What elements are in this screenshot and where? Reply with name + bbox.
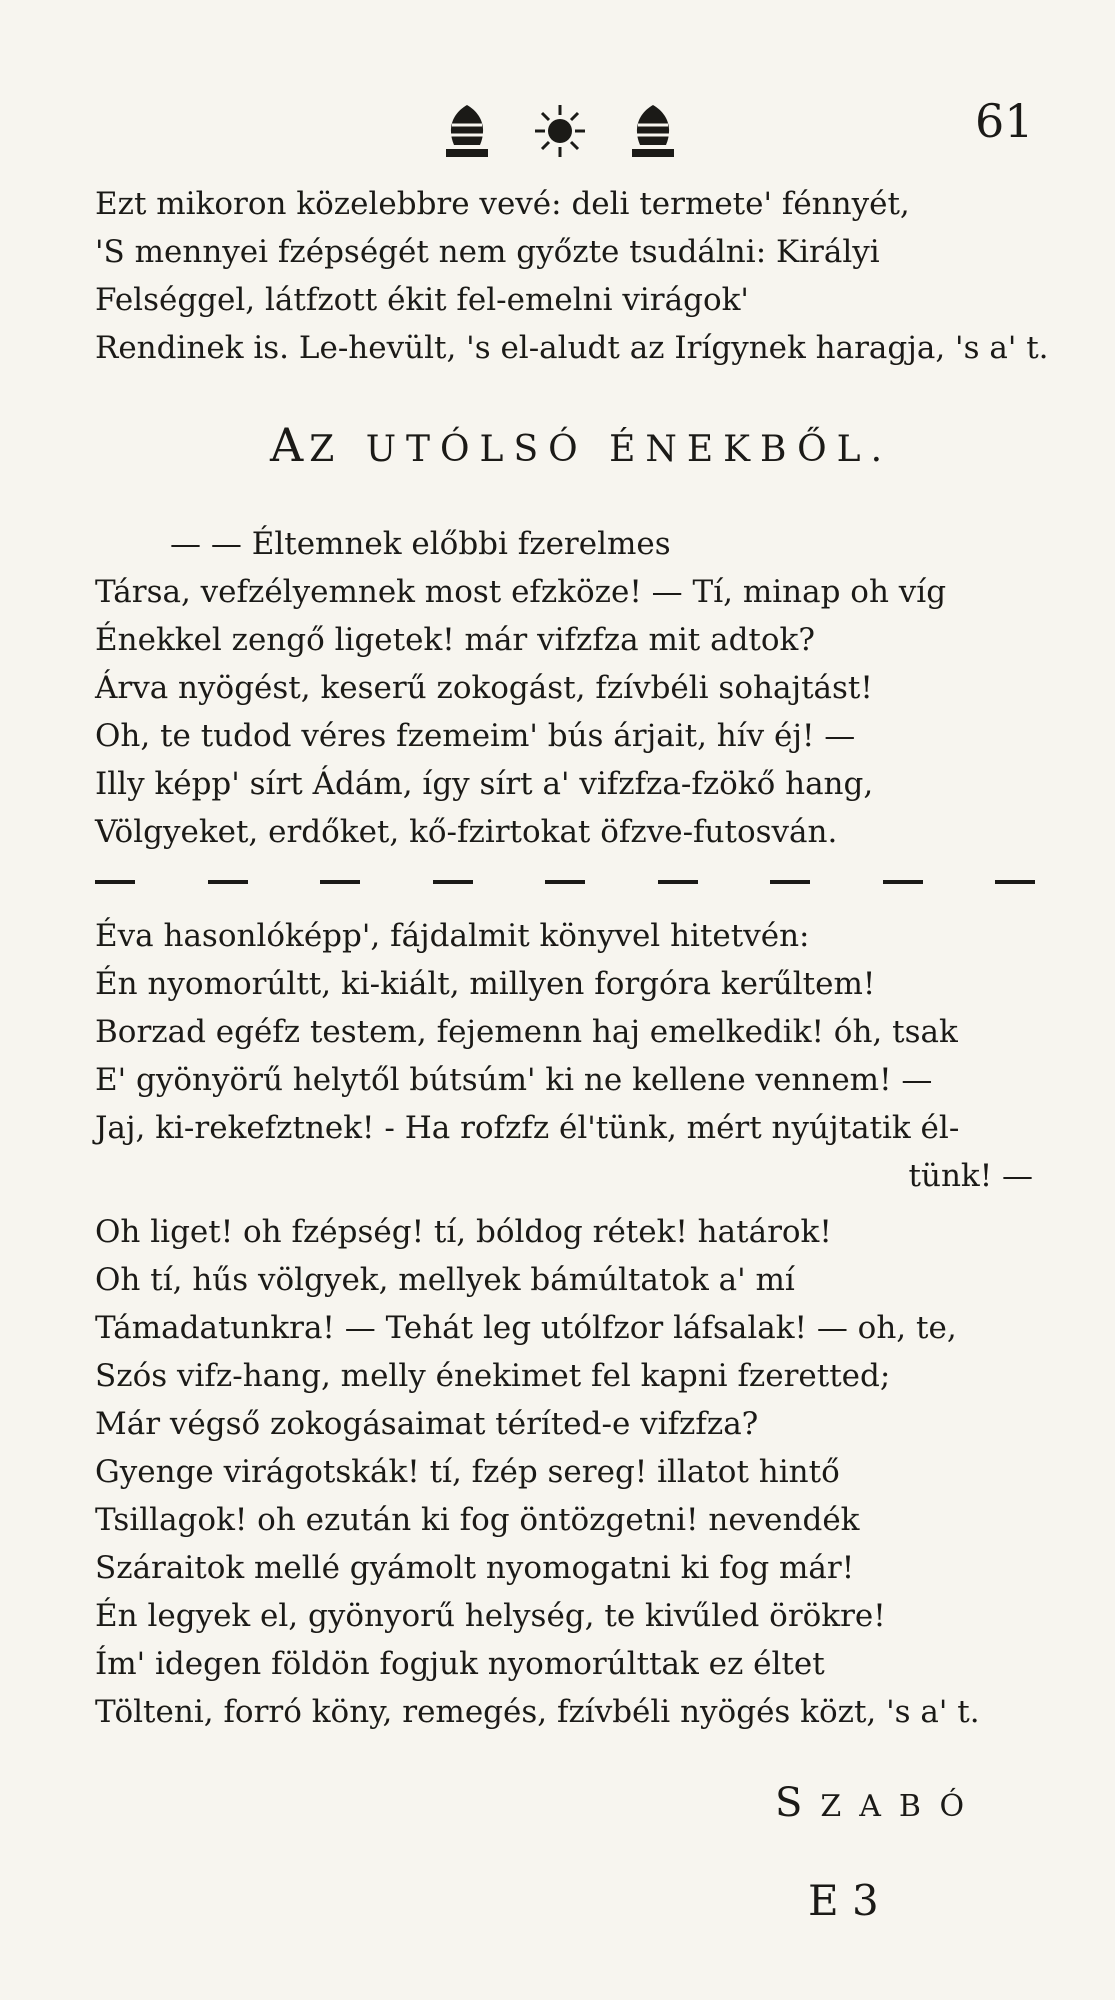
- divider-dash: [770, 880, 810, 884]
- poem-line: Árva nyögést, keserű zokogást, fzívbéli sohajtást!: [95, 670, 873, 706]
- header-ornaments: [440, 98, 680, 164]
- poem-line: Száraitok mellé gyámolt nyomogatni ki fog már!: [95, 1550, 855, 1586]
- poem-line: Borzad egéfz testem, fejemenn haj emelkedik! óh, tsak: [95, 1014, 958, 1050]
- poem-line: Ím' idegen földön fogjuk nyomorúlttak ez éltet: [95, 1646, 825, 1682]
- divider-dash: [208, 880, 248, 884]
- section-divider: [95, 880, 1035, 884]
- signature-mark: E 3: [808, 1876, 879, 1925]
- poem-line: Éva hasonlóképp', fájdalmit könyvel hitetvén:: [95, 918, 810, 954]
- poem-line: Énekkel zengő ligetek! már vifzfza mit adtok?: [95, 622, 815, 658]
- divider-dash: [658, 880, 698, 884]
- poem-line: Tsillagok! oh ezután ki fog öntözgetni! nevendék: [95, 1502, 860, 1538]
- author-signature: [775, 1780, 982, 1826]
- poem-line: Szós vifz-hang, melly énekimet fel kapni fzeretted;: [95, 1358, 891, 1394]
- leaf-ornament-icon: [626, 101, 680, 161]
- divider-dash: [433, 880, 473, 884]
- signature-rest: ZABÓ: [820, 1789, 983, 1824]
- signature-initial: S: [775, 1780, 821, 1826]
- sun-ornament-icon: [533, 101, 587, 161]
- poem-line: — — Éltemnek előbbi fzerelmes: [170, 526, 671, 562]
- divider-dash: [95, 880, 135, 884]
- poem-line: Én legyek el, gyönyorű helység, te kivűled örökre!: [95, 1598, 886, 1634]
- poem-line: Oh tí, hűs völgyek, mellyek bámúltatok a' mí: [95, 1262, 795, 1298]
- poem-line: Támadatunkra! — Tehát leg utólfzor láfsalak! — oh, te,: [95, 1310, 957, 1346]
- poem-line-continuation: tünk! —: [908, 1158, 1033, 1194]
- divider-dash: [995, 880, 1035, 884]
- poem-line: Völgyeket, erdőket, kő-fzirtokat öfzve-futosván.: [95, 814, 838, 850]
- leaf-ornament-icon: [440, 101, 494, 161]
- poem-line: E' gyönyörű helytől bútsúm' ki ne kellene vennem! —: [95, 1062, 933, 1098]
- poem-line: Tölteni, forró köny, remegés, fzívbéli nyögés közt, 's a' t.: [95, 1694, 980, 1730]
- poem-line: Gyenge virágotskák! tí, fzép sereg! illatot hintő: [95, 1454, 840, 1490]
- divider-dash: [320, 880, 360, 884]
- heading-initial: A: [270, 418, 310, 472]
- intro-line: Ezt mikoron közelebbre vevé: deli termete' fénnyét,: [95, 186, 910, 222]
- poem-line: Oh liget! oh fzépség! tí, bóldog rétek! határok!: [95, 1214, 832, 1250]
- poem-line: Illy képp' sírt Ádám, így sírt a' vifzfza-fzökő hang,: [95, 766, 874, 802]
- intro-line: 'S mennyei fzépségét nem győzte tsudálni: Királyi: [95, 234, 880, 270]
- divider-dash: [545, 880, 585, 884]
- section-heading: [270, 418, 892, 472]
- poem-line: Oh, te tudod véres fzemeim' bús árjait, hív éj! —: [95, 718, 856, 754]
- intro-line: Rendinek is. Le-hevült, 's el-aludt az Irígynek haragja, 's a' t.: [95, 330, 1049, 366]
- poem-line: Társa, vefzélyemnek most efzköze! — Tí, minap oh víg: [95, 574, 947, 610]
- poem-line: Jaj, ki-rekefztnek! - Ha rofzfz él'tünk, mért nyújtatik él-: [95, 1110, 960, 1146]
- divider-dash: [883, 880, 923, 884]
- page-number: 61: [975, 94, 1034, 148]
- poem-line: Már végső zokogásaimat téríted-e vifzfza?: [95, 1406, 759, 1442]
- poem-line: Én nyomorúltt, ki-kiált, millyen forgóra kerűltem!: [95, 966, 876, 1002]
- intro-line: Felséggel, látfzott ékit fel-emelni virágok': [95, 282, 749, 318]
- heading-rest: Z UTÓLSÓ ÉNEKBŐL.: [309, 429, 893, 470]
